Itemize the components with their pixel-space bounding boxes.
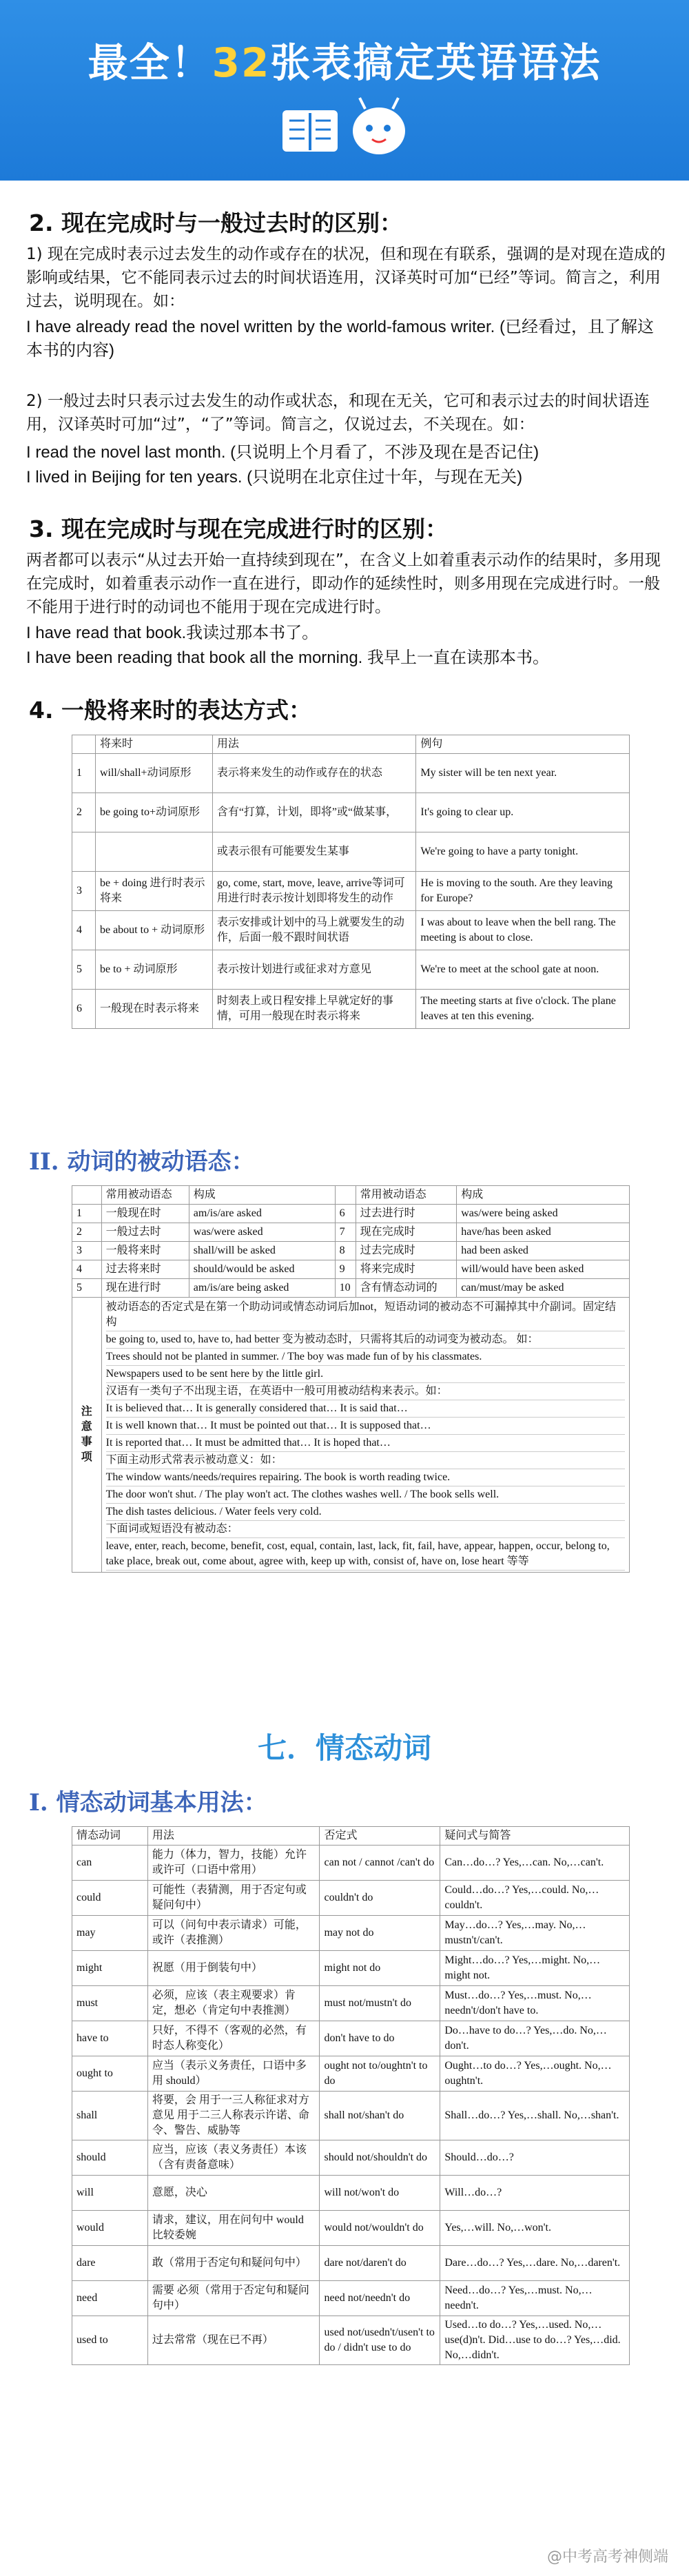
table-cell: 现在进行时 [101, 1279, 189, 1298]
column-header: 常用被动语态 [356, 1186, 457, 1205]
note-line: be going to, used to, have to, had better 变为被动态时，只需将其后的动词变为被动态。 如： [106, 1331, 625, 1349]
banner [0, 0, 689, 181]
table-cell: have to [72, 2021, 148, 2056]
table-cell: 必须，应该（表主观要求）肯定，想必（肯定句中表推测） [147, 1986, 320, 2021]
modal-verbs-table [72, 1826, 630, 2365]
table-cell: 可能性（表猜测，用于否定句或疑问句中） [147, 1881, 320, 1916]
column-header: 用法 [212, 735, 416, 754]
table-cell: may not do [320, 1916, 440, 1951]
table-cell: dare not/daren't do [320, 2246, 440, 2281]
table-cell: 敢（常用于否定句和疑问句中） [147, 2246, 320, 2281]
table-cell: 需要 必须（常用于否定句和疑问句中） [147, 2281, 320, 2316]
table-cell: can [72, 1846, 148, 1881]
sec2-para-2-example-1: I read the novel last month. (只说明上个月看了，不涉及现在是否记住) [26, 443, 539, 462]
table-cell: 8 [335, 1242, 356, 1260]
table-row [72, 1951, 630, 1986]
table-cell: will not/won't do [320, 2176, 440, 2211]
table-cell: 可以（问句中表示请求）可能，或许（表推测） [147, 1916, 320, 1951]
table-cell: shall/will be asked [189, 1242, 335, 1260]
sec3-example-1: I have read that book.我读过那本书了。 [26, 624, 319, 642]
section-3-title: 3. 现在完成时与现在完成进行时的区别： [29, 515, 448, 542]
table-row [72, 1242, 630, 1260]
table-cell: 将来完成时 [356, 1260, 457, 1279]
note-line: 被动语态的否定式是在第一个助动词或情态动词后加not，短语动词的被动态不可漏掉其中介副词。固定结构 [106, 1299, 625, 1331]
passive-voice-table [72, 1185, 630, 1573]
table-cell: be about to + 动词原形 [95, 911, 212, 950]
book-mascot-icon [276, 90, 413, 165]
table-row [72, 950, 630, 990]
table-header-row [72, 1827, 630, 1846]
table-cell: 含有“打算，计划，即将”或“做某事， [212, 793, 416, 832]
table-cell: Can…do…? Yes,…can. No,…can't. [440, 1846, 630, 1881]
section-4-title: 4. 一般将来时的表达方式： [29, 697, 311, 724]
table-cell: Could…do…? Yes,…could. No,…couldn't. [440, 1881, 630, 1916]
table-cell: 应当（表示义务责任，口语中多用 should） [147, 2056, 320, 2092]
column-header [72, 1186, 102, 1205]
table-row [72, 754, 630, 793]
table-row [72, 990, 630, 1029]
table-cell: Will…do…? [440, 2176, 630, 2211]
table-cell: We're to meet at the school gate at noon. [416, 950, 630, 990]
table-cell: will/shall+动词原形 [95, 754, 212, 793]
column-header: 例句 [416, 735, 630, 754]
table-row [72, 1881, 630, 1916]
table-header-row [72, 1186, 630, 1205]
column-header [72, 735, 96, 754]
table-cell: 将要，会 用于一三人称征求对方意见 用于二三人称表示许诺、命令、警告、威胁等 [147, 2092, 320, 2140]
table-row [72, 2176, 630, 2211]
table-row [72, 2246, 630, 2281]
note-line: 汉语有一类句子不出现主语，在英语中一般可用被动结构来表示。如： [106, 1383, 625, 1400]
table-cell: will [72, 2176, 148, 2211]
sec2-para-2: 2) 一般过去时只表示过去发生的动作或状态，和现在无关，它可和表示过去的时间状语连用，汉译英时可加“过”，“了”等词。简言之，仅说过去，不关现在。如： [26, 392, 650, 433]
table-cell: 一般将来时 [101, 1242, 189, 1260]
table-cell: 意愿，决心 [147, 2176, 320, 2211]
table-cell: 表示安排或计划中的马上就要发生的动作，后面一般不跟时间状语 [212, 911, 416, 950]
table-cell: 5 [72, 1279, 102, 1298]
table-cell: 10 [335, 1279, 356, 1298]
sec3-para: 两者都可以表示“从过去开始一直持续到现在”，在含义上如着重表示动作的结果时，多用现在完成时，如着重表示动作一直在进行，即动作的延续性时，则多用现在完成进行时。一般不能用于进行时的动词也不能用于现在完成进行时。 [26, 551, 661, 616]
note-line: The window wants/needs/requires repairing. The book is worth reading twice. [106, 1469, 625, 1486]
table-cell: 能力（体力，智力，技能）允许或许可（口语中常用） [147, 1846, 320, 1881]
column-header: 用法 [147, 1827, 320, 1846]
note-line: It is believed that… It is generally considered that… It is said that… [106, 1400, 625, 1418]
note-line: The door won't shut. / The play won't act. The clothes washes well. / The book sells well. [106, 1486, 625, 1504]
table-cell: Must…do…? Yes,…must. No,…needn't/don't have to. [440, 1986, 630, 2021]
table-cell: must [72, 1986, 148, 2021]
table-cell: 表示将来发生的动作或存在的状态 [212, 754, 416, 793]
table-cell: 一般过去时 [101, 1223, 189, 1242]
table-row [72, 1260, 630, 1279]
modal-verbs-heading: 七．情态动词 [257, 1731, 431, 1765]
table-cell: dare [72, 2246, 148, 2281]
table-cell: shall not/shan't do [320, 2092, 440, 2140]
table-cell: 5 [72, 950, 96, 990]
table-cell: 含有情态动词的 [356, 1279, 457, 1298]
modal-verbs-subtitle: I. 情态动词基本用法： [29, 1789, 267, 1817]
future-tense-table [72, 735, 630, 1029]
table-cell: My sister will be ten next year. [416, 754, 630, 793]
column-header: 将来时 [95, 735, 212, 754]
note-line: leave, enter, reach, become, benefit, cost, equal, contain, last, lack, fit, fail, have, appear, happen, occur, belong to, take place, break out, come about, agree with, keep up with, consist of, have on, lose heart 等等 [106, 1538, 625, 1571]
table-row [72, 1846, 630, 1881]
table-cell: Do…have to do…? Yes,…do. No,…don't. [440, 2021, 630, 2056]
table-cell: 9 [335, 1260, 356, 1279]
table-cell: might [72, 1951, 148, 1986]
table-cell: should not/shouldn't do [320, 2140, 440, 2176]
table-cell: was/were asked [189, 1223, 335, 1242]
table-cell: have/has been asked [457, 1223, 630, 1242]
table-cell: 6 [335, 1205, 356, 1223]
table-cell: couldn't do [320, 1881, 440, 1916]
note-line: Newspapers used to be sent here by the little girl. [106, 1366, 625, 1383]
table-cell: Ought…to do…? Yes,…ought. No,…oughtn't. [440, 2056, 630, 2092]
note-line: 下面词或短语没有被动态： [106, 1521, 625, 1538]
table-cell: will/would have been asked [457, 1260, 630, 1279]
table-row [72, 2211, 630, 2246]
table-cell: shall [72, 2092, 148, 2140]
table-cell: 或表示很有可能要发生某事 [212, 832, 416, 872]
table-cell: was/were being asked [457, 1205, 630, 1223]
banner-title: 最全！32张表搞定英语语法 [88, 39, 601, 86]
table-cell: 只好，不得不（客观的必然，有时态人称变化） [147, 2021, 320, 2056]
section-2-title: 2. 现在完成时与一般过去时的区别： [29, 209, 402, 236]
table-row [72, 911, 630, 950]
table-cell: would [72, 2211, 148, 2246]
table-cell: should [72, 2140, 148, 2176]
table-cell: must not/mustn't do [320, 1986, 440, 2021]
table-header-row [72, 735, 630, 754]
table-cell: go, come, start, move, leave, arrive等词可用进行时表示按计划即将发生的动作 [212, 872, 416, 911]
note-line: It is reported that… It must be admitted that… It is hoped that… [106, 1435, 625, 1452]
table-cell: would not/wouldn't do [320, 2211, 440, 2246]
column-header: 常用被动语态 [101, 1186, 189, 1205]
table-cell: 2 [72, 793, 96, 832]
table-cell: Dare…do…? Yes,…dare. No,…daren't. [440, 2246, 630, 2281]
table-row [72, 1916, 630, 1951]
table-cell: need not/needn't do [320, 2281, 440, 2316]
column-header: 构成 [457, 1186, 630, 1205]
sec2-para-1: 1) 现在完成时表示过去发生的动作或存在的状况，但和现在有联系，强调的是对现在造成的影响或结果，它不能同表示过去的时间状语连用，汉译英时可加“已经”等词。简言之，利用过去，说明现在。如： [26, 245, 666, 310]
note-line: Trees should not be planted in summer. / The boy was made fun of by his classmates. [106, 1349, 625, 1366]
sec2-para-1-example: I have already read the novel written by the world-famous writer. (已经看过，且了解这本书的内容) [26, 318, 654, 360]
table-cell: 4 [72, 1260, 102, 1279]
table-cell: ought to [72, 2056, 148, 2092]
table-cell: 过去完成时 [356, 1242, 457, 1260]
table-cell: 请求，建议，用在问句中 would 比较委婉 [147, 2211, 320, 2246]
table-cell: He is moving to the south. Are they leaving for Europe? [416, 872, 630, 911]
table-row [72, 1986, 630, 2021]
table-cell: might not do [320, 1951, 440, 1986]
table-cell: May…do…? Yes,…may. No,…mustn't/can't. [440, 1916, 630, 1951]
column-header: 否定式 [320, 1827, 440, 1846]
table-cell: 过去常常（现在已不再） [147, 2316, 320, 2365]
watermark: @中考高考神侧端 [546, 2548, 668, 2566]
table-cell: 4 [72, 911, 96, 950]
table-row [72, 872, 630, 911]
table-cell: can/must/may be asked [457, 1279, 630, 1298]
table-row [72, 2281, 630, 2316]
table-cell: 应当，应该（表义务责任）本该（含有责备意味） [147, 2140, 320, 2176]
sec2-para-2-example-2: I lived in Beijing for ten years. (只说明在北京住过十年，与现在无关) [26, 468, 523, 487]
column-header [335, 1186, 356, 1205]
table-cell: Should…do…? [440, 2140, 630, 2176]
table-row [72, 832, 630, 872]
table-cell: could [72, 1881, 148, 1916]
table-cell: Shall…do…? Yes,…shall. No,…shan't. [440, 2092, 630, 2140]
column-header: 情态动词 [72, 1827, 148, 1846]
table-cell: am/is/are being asked [189, 1279, 335, 1298]
notes-row [72, 1298, 630, 1573]
note-line: The dish tastes delicious. / Water feels very cold. [106, 1504, 625, 1521]
table-row [72, 2056, 630, 2092]
table-cell: should/would be asked [189, 1260, 335, 1279]
table-cell: used not/usedn't/usen't to do / didn't use to do [320, 2316, 440, 2365]
table-cell: ought not to/oughtn't to do [320, 2056, 440, 2092]
table-cell: am/is/are asked [189, 1205, 335, 1223]
notes-label: 注意事项 [72, 1298, 102, 1573]
table-cell: 1 [72, 1205, 102, 1223]
passive-voice-title: II. 动词的被动语态： [29, 1148, 255, 1176]
table-cell: 一般现在时 [101, 1205, 189, 1223]
table-cell: 1 [72, 754, 96, 793]
table-cell: can not / cannot /can't do [320, 1846, 440, 1881]
table-cell: 祝愿（用于倒装句中） [147, 1951, 320, 1986]
table-cell: need [72, 2281, 148, 2316]
table-cell: used to [72, 2316, 148, 2365]
note-line: It is well known that… It must be pointed out that… It is supposed that… [106, 1418, 625, 1435]
table-row [72, 1205, 630, 1223]
table-cell: 过去将来时 [101, 1260, 189, 1279]
table-cell: 2 [72, 1223, 102, 1242]
table-row [72, 2140, 630, 2176]
table-cell: 表示按计划进行或征求对方意见 [212, 950, 416, 990]
table-row [72, 793, 630, 832]
table-cell: 时刻表上或日程安排上早就定好的事情，可用一般现在时表示将来 [212, 990, 416, 1029]
table-cell: don't have to do [320, 2021, 440, 2056]
table-cell: The meeting starts at five o'clock. The plane leaves at ten this evening. [416, 990, 630, 1029]
table-cell: 过去进行时 [356, 1205, 457, 1223]
table-cell: 3 [72, 1242, 102, 1260]
table-cell: Used…to do…? Yes,…used. No,…use(d)n't. Did…use to do…? Yes,…did. No,…didn't. [440, 2316, 630, 2365]
table-cell: Yes,…will. No,…won't. [440, 2211, 630, 2246]
table-cell: 现在完成时 [356, 1223, 457, 1242]
table-row [72, 2021, 630, 2056]
column-header: 构成 [189, 1186, 335, 1205]
sec3-example-2: I have been reading that book all the morning. 我早上一直在读那本书。 [26, 648, 549, 667]
table-cell: I was about to leave when the bell rang. The meeting is about to close. [416, 911, 630, 950]
table-cell: 6 [72, 990, 96, 1029]
table-row [72, 1279, 630, 1298]
table-cell: Need…do…? Yes,…must. No,…needn't. [440, 2281, 630, 2316]
note-line: 下面主动形式常表示被动意义：如： [106, 1452, 625, 1469]
table-cell: be + doing 进行时表示将来 [95, 872, 212, 911]
table-cell [72, 832, 96, 872]
table-row [72, 2316, 630, 2365]
table-row [72, 1223, 630, 1242]
table-cell: may [72, 1916, 148, 1951]
table-cell: 3 [72, 872, 96, 911]
table-cell: had been asked [457, 1242, 630, 1260]
table-cell: We're going to have a party tonight. [416, 832, 630, 872]
table-cell: 7 [335, 1223, 356, 1242]
table-cell: 一般现在时表示将来 [95, 990, 212, 1029]
table-cell: It's going to clear up. [416, 793, 630, 832]
table-cell: be going to+动词原形 [95, 793, 212, 832]
table-cell [95, 832, 212, 872]
table-cell: Might…do…? Yes,…might. No,…might not. [440, 1951, 630, 1986]
column-header: 疑问式与简答 [440, 1827, 630, 1846]
table-row [72, 2092, 630, 2140]
notes-cell [101, 1298, 629, 1573]
table-cell: be to + 动词原形 [95, 950, 212, 990]
